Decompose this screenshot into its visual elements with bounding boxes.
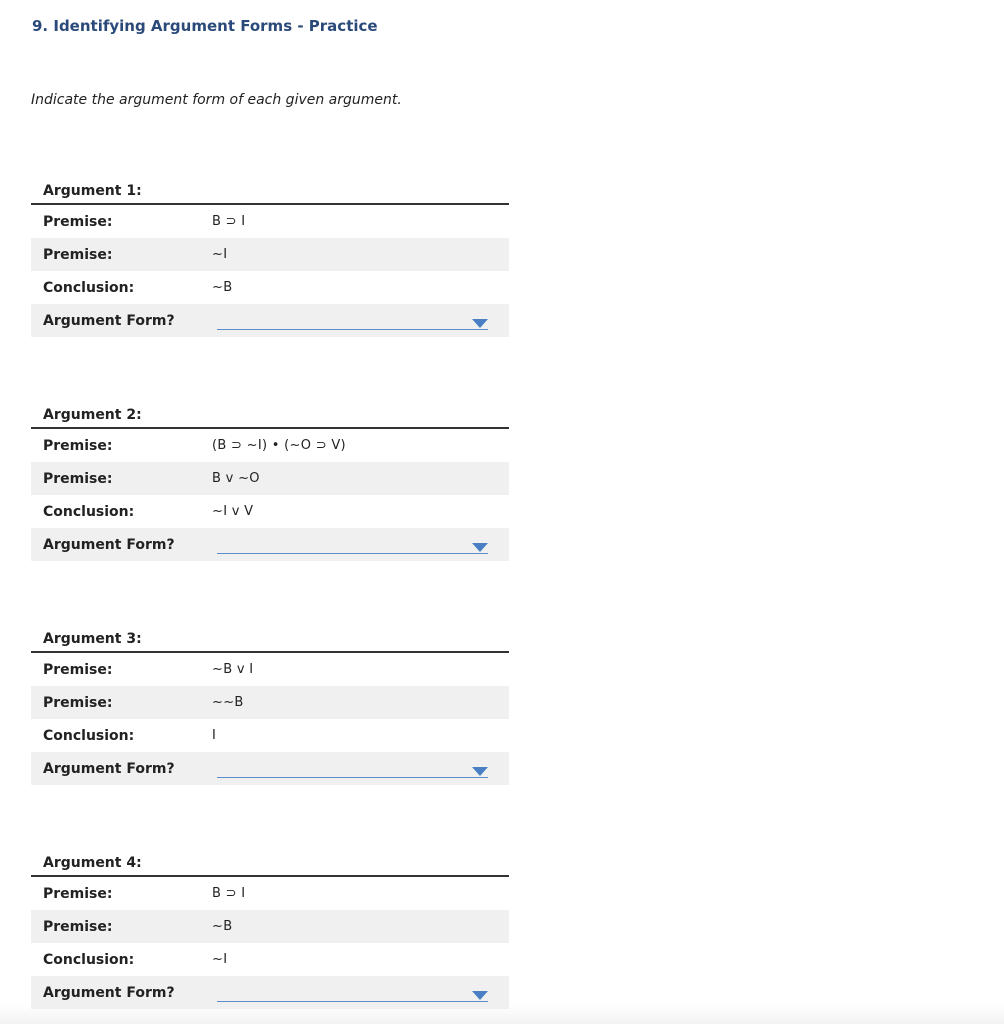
premise-value: ~~B	[212, 695, 244, 710]
select-underline	[217, 329, 488, 330]
argument-form-row	[31, 752, 509, 785]
argument-form-row	[31, 528, 509, 561]
chevron-down-icon[interactable]	[472, 991, 488, 1000]
select-underline	[217, 777, 488, 778]
conclusion-row	[31, 943, 509, 976]
premise-row	[31, 205, 509, 238]
premise-row	[31, 429, 509, 462]
premise-value: ~B	[212, 919, 233, 934]
argument-header: Argument 3:	[31, 626, 509, 653]
argument-header: Argument 2:	[31, 402, 509, 429]
page-title: 9. Identifying Argument Forms - Practice	[32, 17, 378, 35]
conclusion-value: ~B	[212, 280, 233, 295]
premise-row	[31, 686, 509, 719]
chevron-down-icon[interactable]	[472, 543, 488, 552]
select-underline	[217, 1001, 488, 1002]
premise-value: B ⊃ I	[212, 886, 246, 901]
argument-form-label: Argument Form?	[43, 760, 175, 777]
argument-table-4	[31, 850, 509, 1009]
premise-value: B v ~O	[212, 471, 260, 486]
premise-label: Premise:	[43, 885, 113, 902]
argument-form-row	[31, 976, 509, 1009]
conclusion-label: Conclusion:	[43, 951, 135, 968]
argument-form-row	[31, 304, 509, 337]
conclusion-row	[31, 719, 509, 752]
argument-table-3	[31, 626, 509, 785]
premise-row	[31, 462, 509, 495]
argument-header: Argument 1:	[31, 178, 509, 205]
argument-table-2	[31, 402, 509, 561]
argument-header: Argument 4:	[31, 850, 509, 877]
conclusion-row	[31, 495, 509, 528]
premise-row	[31, 653, 509, 686]
argument-form-select-1[interactable]	[217, 304, 488, 337]
chevron-down-icon[interactable]	[472, 767, 488, 776]
argument-form-select-4[interactable]	[217, 976, 488, 1009]
premise-row	[31, 238, 509, 271]
conclusion-label: Conclusion:	[43, 279, 135, 296]
argument-form-select-3[interactable]	[217, 752, 488, 785]
premise-label: Premise:	[43, 694, 113, 711]
premise-label: Premise:	[43, 437, 113, 454]
argument-form-label: Argument Form?	[43, 536, 175, 553]
premise-label: Premise:	[43, 470, 113, 487]
conclusion-value: ~I v V	[212, 504, 254, 519]
premise-value: ~B v I	[212, 662, 254, 677]
premise-value: ~I	[212, 247, 228, 262]
instructions: Indicate the argument form of each given argument.	[31, 92, 402, 108]
select-underline	[217, 553, 488, 554]
argument-table-1	[31, 178, 509, 337]
premise-label: Premise:	[43, 213, 113, 230]
conclusion-row	[31, 271, 509, 304]
conclusion-value: I	[212, 728, 217, 743]
premise-label: Premise:	[43, 246, 113, 263]
premise-row	[31, 910, 509, 943]
conclusion-value: ~I	[212, 952, 228, 967]
premise-row	[31, 877, 509, 910]
chevron-down-icon[interactable]	[472, 319, 488, 328]
premise-label: Premise:	[43, 918, 113, 935]
argument-form-label: Argument Form?	[43, 984, 175, 1001]
argument-form-label: Argument Form?	[43, 312, 175, 329]
conclusion-label: Conclusion:	[43, 727, 135, 744]
premise-label: Premise:	[43, 661, 113, 678]
argument-form-select-2[interactable]	[217, 528, 488, 561]
conclusion-label: Conclusion:	[43, 503, 135, 520]
premise-value: B ⊃ I	[212, 214, 246, 229]
premise-value: (B ⊃ ~I) • (~O ⊃ V)	[212, 438, 346, 453]
